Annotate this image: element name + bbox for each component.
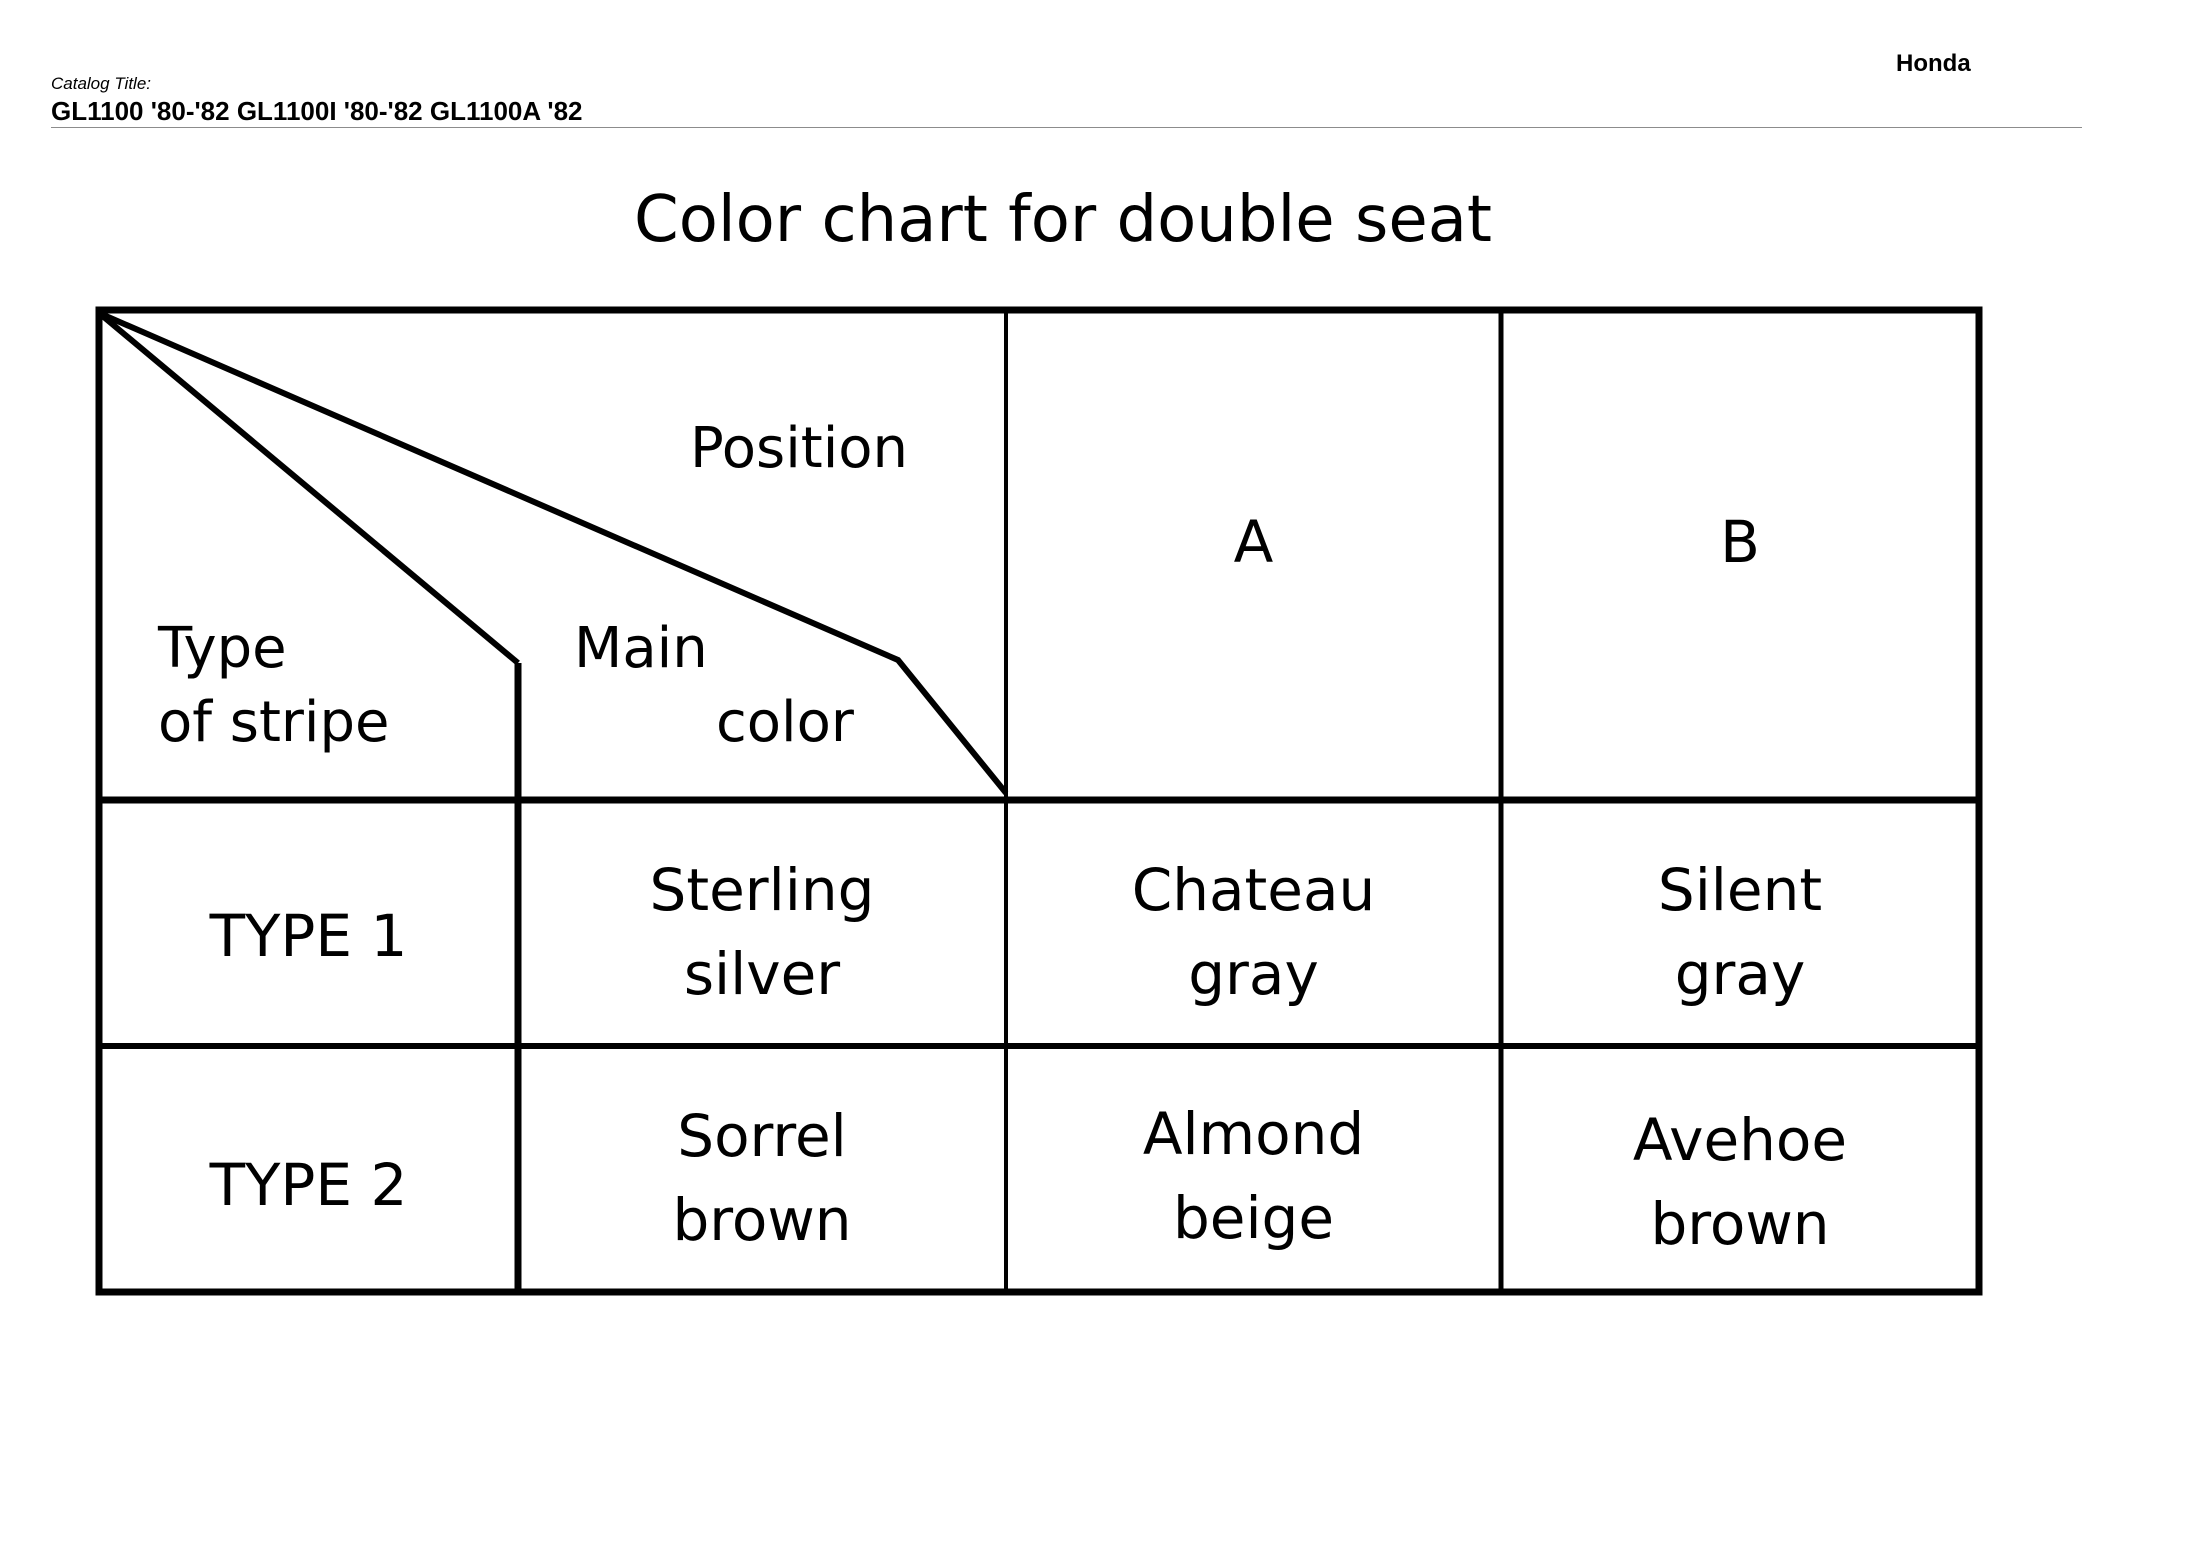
cell-line: Almond bbox=[1142, 1100, 1365, 1168]
table-cell-position-b bbox=[1501, 1098, 1979, 1266]
cell-line: Chateau bbox=[1131, 856, 1376, 924]
table-cell-main-color bbox=[518, 848, 1006, 1016]
cell-line: Sterling bbox=[649, 856, 875, 924]
cell-line: silver bbox=[683, 940, 841, 1008]
cell-line: Avehoe bbox=[1632, 1106, 1848, 1174]
type-label: Type bbox=[158, 616, 287, 681]
cell-line: brown bbox=[672, 1186, 852, 1254]
cell-line: beige bbox=[1172, 1184, 1335, 1252]
row-type-label: TYPE 1 bbox=[209, 902, 408, 970]
catalog-title-label: Catalog Title: bbox=[51, 74, 152, 93]
color-label: color bbox=[716, 690, 854, 755]
main-label: Main bbox=[574, 616, 708, 681]
position-label: Position bbox=[690, 416, 909, 481]
cell-line: Silent bbox=[1657, 856, 1823, 924]
row-type-label: TYPE 2 bbox=[209, 1151, 408, 1219]
column-header-b: B bbox=[1720, 508, 1760, 576]
column-header-a: A bbox=[1233, 508, 1274, 576]
stripe-label: of stripe bbox=[158, 690, 390, 755]
corner-diagonal-line bbox=[99, 313, 518, 663]
cell-line: gray bbox=[1674, 940, 1806, 1008]
cell-line: Sorrel bbox=[677, 1102, 847, 1170]
table-cell-position-b bbox=[1501, 848, 1979, 1016]
cell-line: gray bbox=[1188, 940, 1319, 1008]
chart-title: Color chart for double seat bbox=[634, 183, 1492, 257]
table-cell-position-a bbox=[1006, 848, 1501, 1016]
catalog-title: GL1100 '80-'82 GL1100I '80-'82 GL1100A '82 bbox=[51, 96, 583, 126]
table-cell-position-a bbox=[1006, 1092, 1501, 1260]
cell-line: brown bbox=[1650, 1190, 1830, 1258]
brand-name: Honda bbox=[1896, 50, 1971, 77]
table-cell-main-color bbox=[518, 1094, 1006, 1262]
